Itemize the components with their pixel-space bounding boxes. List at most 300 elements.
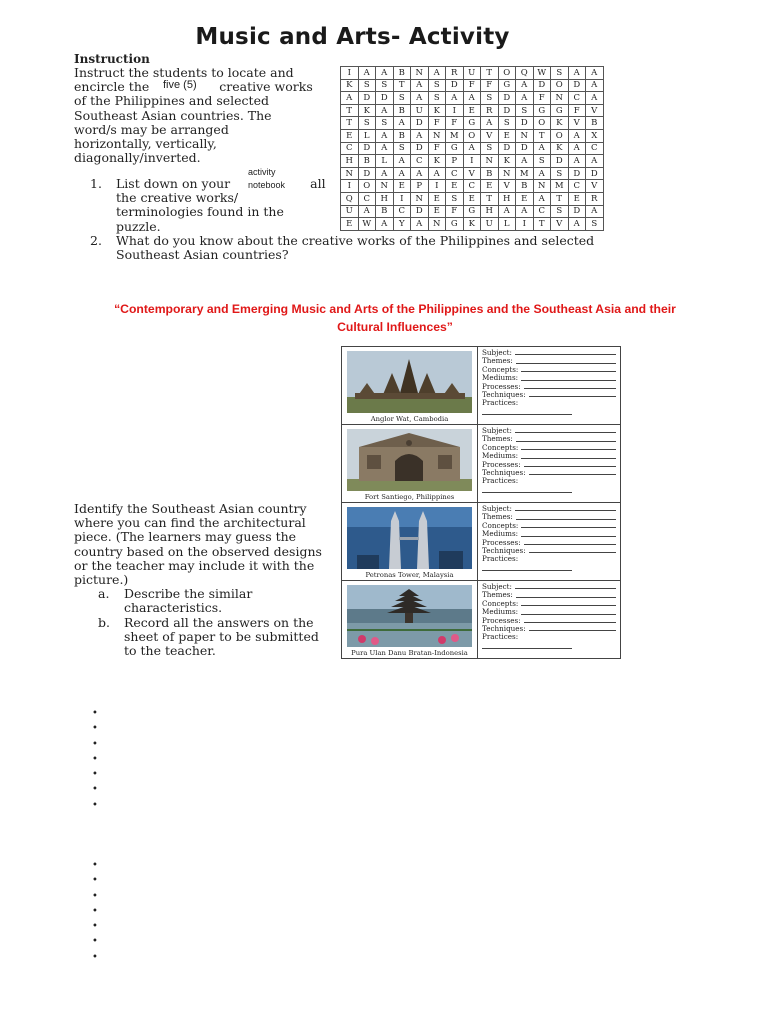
- field-label: Themes:: [482, 434, 513, 444]
- puzzle-cell: B: [376, 205, 394, 218]
- puzzle-cell: V: [586, 104, 604, 117]
- puzzle-cell: C: [568, 92, 586, 105]
- puzzle-cell: F: [428, 117, 446, 130]
- puzzle-cell: H: [481, 205, 499, 218]
- instruction-line: of the Philippines and selected: [74, 93, 269, 109]
- bullet-item: •: [92, 951, 98, 963]
- word-search-grid: [340, 66, 604, 231]
- puzzle-cell: S: [376, 117, 394, 130]
- puzzle-cell: D: [498, 104, 516, 117]
- puzzle-cell: A: [586, 205, 604, 218]
- blank-line: [482, 570, 572, 571]
- puzzle-cell: B: [358, 155, 376, 168]
- puzzle-cell: S: [393, 142, 411, 155]
- bullet-item: •: [92, 723, 98, 735]
- puzzle-cell: S: [551, 67, 569, 80]
- sub-letter: b.: [98, 614, 110, 630]
- blank-line: [521, 452, 616, 458]
- bullet-item: •: [92, 708, 98, 719]
- puzzle-cell: A: [463, 142, 481, 155]
- puzzle-cell: S: [393, 92, 411, 105]
- puzzle-cell: T: [393, 79, 411, 92]
- blank-line: [516, 591, 616, 597]
- blank-line: [516, 357, 616, 363]
- list-text: puzzle.: [116, 218, 161, 234]
- puzzle-cell: K: [428, 155, 446, 168]
- puzzle-cell: D: [498, 92, 516, 105]
- puzzle-cell: E: [498, 129, 516, 142]
- field-label: Mediums:: [482, 529, 519, 539]
- puzzle-cell: S: [481, 142, 499, 155]
- puzzle-cell: F: [481, 79, 499, 92]
- puzzle-cell: K: [551, 142, 569, 155]
- puzzle-cell: L: [498, 218, 516, 231]
- puzzle-cell: S: [358, 117, 376, 130]
- puzzle-cell: C: [341, 142, 359, 155]
- puzzle-cell: R: [446, 67, 464, 80]
- puzzle-cell: I: [393, 192, 411, 205]
- puzzle-cell: I: [516, 218, 534, 231]
- list-text: the creative works/: [116, 190, 239, 206]
- puzzle-cell: S: [516, 104, 534, 117]
- puzzle-cell: N: [481, 155, 499, 168]
- field-list: [478, 347, 621, 425]
- puzzle-cell: X: [586, 129, 604, 142]
- puzzle-cell: E: [341, 129, 359, 142]
- bullet-item: •: [92, 753, 98, 765]
- puzzle-cell: Q: [341, 192, 359, 205]
- puzzle-cell: A: [516, 92, 534, 105]
- puzzle-cell: O: [551, 129, 569, 142]
- puzzle-cell: A: [341, 92, 359, 105]
- puzzle-cell: V: [481, 129, 499, 142]
- puzzle-cell: C: [568, 180, 586, 193]
- puzzle-cell: E: [393, 180, 411, 193]
- puzzle-cell: A: [393, 167, 411, 180]
- puzzle-cell: A: [411, 218, 429, 231]
- field-label: Practices:: [482, 554, 519, 564]
- puzzle-cell: B: [586, 117, 604, 130]
- field-label: Mediums:: [482, 451, 519, 461]
- puzzle-cell: T: [533, 129, 551, 142]
- bullet-list: [92, 706, 98, 813]
- puzzle-cell: W: [533, 67, 551, 80]
- puzzle-cell: A: [376, 129, 394, 142]
- puzzle-cell: G: [463, 205, 481, 218]
- puzzle-cell: K: [358, 104, 376, 117]
- sub-text: characteristics.: [124, 600, 223, 616]
- puzzle-cell: D: [411, 117, 429, 130]
- puzzle-cell: K: [428, 104, 446, 117]
- landmark-table: [341, 346, 621, 659]
- blank-line: [515, 583, 616, 589]
- puzzle-cell: C: [463, 180, 481, 193]
- puzzle-cell: A: [533, 167, 551, 180]
- temple-icon: [347, 351, 472, 413]
- puzzle-cell: A: [568, 129, 586, 142]
- blank-line: [521, 608, 616, 614]
- puzzle-row: [341, 117, 604, 130]
- puzzle-cell: D: [533, 79, 551, 92]
- bullet-item: •: [92, 784, 98, 796]
- landmark-caption: Anglor Wat, Cambodia: [370, 415, 449, 423]
- puzzle-cell: S: [358, 79, 376, 92]
- puzzle-cell: C: [393, 205, 411, 218]
- fort-gate-icon: [347, 429, 472, 491]
- blank-line: [521, 374, 616, 380]
- puzzle-cell: A: [376, 167, 394, 180]
- list-text: terminologies found in the: [116, 204, 284, 220]
- puzzle-cell: A: [376, 142, 394, 155]
- puzzle-cell: E: [341, 218, 359, 231]
- puzzle-cell: O: [463, 129, 481, 142]
- puzzle-cell: A: [586, 92, 604, 105]
- sub-letter: a.: [98, 586, 110, 602]
- field-label: Techniques:: [482, 546, 526, 556]
- puzzle-cell: D: [376, 92, 394, 105]
- puzzle-cell: I: [341, 67, 359, 80]
- puzzle-cell: F: [446, 205, 464, 218]
- field-label: Practices:: [482, 398, 519, 408]
- puzzle-row: [341, 167, 604, 180]
- puzzle-cell: A: [516, 79, 534, 92]
- puzzle-cell: T: [341, 117, 359, 130]
- blank-line: [524, 383, 616, 389]
- puzzle-cell: S: [551, 205, 569, 218]
- instruction-text: [74, 66, 324, 165]
- puzzle-cell: N: [428, 129, 446, 142]
- sub-text: Describe the similar: [124, 586, 253, 602]
- puzzle-cell: M: [551, 180, 569, 193]
- puzzle-cell: D: [358, 167, 376, 180]
- puzzle-cell: A: [411, 129, 429, 142]
- blank-line: [521, 366, 616, 372]
- field-label: Concepts:: [482, 364, 519, 374]
- field-label: Techniques:: [482, 468, 526, 478]
- puzzle-cell: L: [376, 155, 394, 168]
- puzzle-cell: A: [568, 155, 586, 168]
- puzzle-row: [341, 192, 604, 205]
- field-practices: [482, 399, 616, 407]
- puzzle-cell: A: [516, 155, 534, 168]
- puzzle-cell: D: [568, 205, 586, 218]
- puzzle-cell: E: [428, 192, 446, 205]
- puzzle-cell: C: [358, 192, 376, 205]
- puzzle-cell: U: [411, 104, 429, 117]
- puzzle-cell: A: [411, 79, 429, 92]
- puzzle-cell: S: [551, 167, 569, 180]
- blank-line: [515, 427, 616, 433]
- puzzle-cell: N: [498, 167, 516, 180]
- instruction-line: word/s may be arranged: [74, 121, 229, 137]
- puzzle-cell: A: [411, 92, 429, 105]
- list-item: [90, 234, 690, 262]
- identify-line: country based on the observed designs: [74, 543, 322, 559]
- puzzle-cell: S: [428, 92, 446, 105]
- twin-towers-icon: [347, 507, 472, 569]
- field-label: Processes:: [482, 537, 521, 547]
- puzzle-cell: S: [428, 79, 446, 92]
- puzzle-cell: F: [568, 104, 586, 117]
- bullet-item: •: [92, 921, 98, 933]
- puzzle-cell: Y: [393, 218, 411, 231]
- puzzle-cell: S: [498, 117, 516, 130]
- puzzle-cell: T: [533, 218, 551, 231]
- puzzle-cell: A: [376, 218, 394, 231]
- puzzle-cell: V: [463, 167, 481, 180]
- puzzle-cell: A: [393, 155, 411, 168]
- puzzle-cell: K: [498, 155, 516, 168]
- puzzle-row: [341, 79, 604, 92]
- puzzle-cell: K: [551, 117, 569, 130]
- puzzle-cell: A: [568, 67, 586, 80]
- list-text: all: [310, 176, 326, 191]
- puzzle-cell: A: [358, 205, 376, 218]
- field-list: [478, 425, 621, 503]
- puzzle-cell: D: [358, 92, 376, 105]
- blank-line: [516, 435, 616, 441]
- instruction-line-post: creative works: [219, 79, 313, 95]
- puzzle-cell: V: [586, 180, 604, 193]
- field-label: Subject:: [482, 504, 512, 513]
- field-label: Subject:: [482, 426, 512, 435]
- puzzle-cell: S: [446, 192, 464, 205]
- landmark-row: [342, 581, 621, 659]
- blank-line: [524, 461, 616, 467]
- field-label: Mediums:: [482, 607, 519, 617]
- puzzle-cell: E: [446, 180, 464, 193]
- puzzle-cell: I: [446, 104, 464, 117]
- puzzle-cell: T: [481, 67, 499, 80]
- puzzle-cell: D: [568, 79, 586, 92]
- field-label: Themes:: [482, 356, 513, 366]
- bullet-list: [92, 858, 98, 965]
- puzzle-cell: S: [376, 79, 394, 92]
- puzzle-cell: V: [568, 117, 586, 130]
- puzzle-cell: A: [516, 205, 534, 218]
- list-text: List down on your: [116, 176, 231, 191]
- field-label: Concepts:: [482, 442, 519, 452]
- landmark-caption: Petronas Tower, Malaysia: [365, 571, 454, 579]
- blank-line: [529, 625, 616, 631]
- puzzle-row: [341, 92, 604, 105]
- puzzle-cell: B: [516, 180, 534, 193]
- field-label: Themes:: [482, 590, 513, 600]
- puzzle-cell: G: [498, 79, 516, 92]
- field-practices: [482, 555, 616, 563]
- puzzle-cell: N: [551, 92, 569, 105]
- identify-line: piece. (The learners may guess the: [74, 529, 297, 545]
- blank-line: [521, 600, 616, 606]
- puzzle-cell: O: [358, 180, 376, 193]
- puzzle-cell: N: [533, 180, 551, 193]
- puzzle-cell: P: [411, 180, 429, 193]
- landmark-image-cell: [342, 503, 478, 581]
- puzzle-cell: A: [568, 218, 586, 231]
- puzzle-row: [341, 129, 604, 142]
- puzzle-cell: A: [533, 192, 551, 205]
- puzzle-cell: A: [481, 117, 499, 130]
- section-title-line: Cultural Influences”: [337, 320, 453, 334]
- puzzle-cell: A: [376, 104, 394, 117]
- puzzle-cell: H: [341, 155, 359, 168]
- blank-line: [516, 513, 616, 519]
- puzzle-cell: A: [586, 155, 604, 168]
- sub-item-a: [74, 587, 334, 615]
- blank-line: [524, 617, 616, 623]
- bullet-item: •: [92, 936, 98, 948]
- field-practices: [482, 633, 616, 641]
- field-label: Subject:: [482, 348, 512, 357]
- puzzle-cell: A: [533, 142, 551, 155]
- puzzle-cell: F: [446, 117, 464, 130]
- landmark-caption: Pura Ulan Danu Bratan-Indonesia: [351, 649, 468, 657]
- field-label: Techniques:: [482, 624, 526, 634]
- puzzle-row: [341, 218, 604, 231]
- instruction-line: [74, 80, 324, 94]
- puzzle-cell: D: [411, 205, 429, 218]
- puzzle-row: [341, 205, 604, 218]
- puzzle-cell: A: [586, 67, 604, 80]
- puzzle-cell: G: [446, 142, 464, 155]
- blank-line: [482, 492, 572, 493]
- identify-line: Identify the Southeast Asian country: [74, 501, 307, 516]
- puzzle-cell: C: [446, 167, 464, 180]
- puzzle-cell: A: [446, 92, 464, 105]
- puzzle-cell: T: [481, 192, 499, 205]
- puzzle-cell: R: [586, 192, 604, 205]
- identify-line: where you can find the architectural: [74, 515, 306, 531]
- identify-instructions: [74, 502, 334, 658]
- list-text: Southeast Asian countries?: [116, 247, 289, 263]
- puzzle-cell: A: [428, 167, 446, 180]
- landmark-row: [342, 503, 621, 581]
- pagoda-icon: [347, 585, 472, 647]
- puzzle-cell: A: [358, 67, 376, 80]
- instruction-line: Instruct the students to locate and: [74, 65, 294, 80]
- bullet-item: •: [92, 905, 98, 917]
- puzzle-cell: S: [586, 218, 604, 231]
- landmark-image-cell: [342, 347, 478, 425]
- puzzle-cell: A: [586, 79, 604, 92]
- field-list: [478, 503, 621, 581]
- puzzle-cell: I: [463, 155, 481, 168]
- puzzle-cell: K: [463, 218, 481, 231]
- instruction-line-pre: encircle the: [74, 79, 150, 95]
- puzzle-cell: O: [533, 117, 551, 130]
- puzzle-cell: D: [551, 155, 569, 168]
- puzzle-cell: N: [411, 67, 429, 80]
- blank-line: [515, 505, 616, 511]
- puzzle-cell: H: [498, 192, 516, 205]
- puzzle-cell: U: [481, 218, 499, 231]
- sub-text: sheet of paper to be submitted: [124, 628, 319, 644]
- list-number: 2.: [90, 232, 102, 248]
- puzzle-cell: G: [551, 104, 569, 117]
- puzzle-cell: N: [516, 129, 534, 142]
- identify-line: or the teacher may include it with the: [74, 557, 315, 573]
- puzzle-cell: A: [428, 67, 446, 80]
- puzzle-cell: L: [358, 129, 376, 142]
- landmark-row: [342, 425, 621, 503]
- puzzle-cell: C: [586, 142, 604, 155]
- puzzle-row: [341, 104, 604, 117]
- blank-line: [521, 530, 616, 536]
- puzzle-cell: A: [463, 92, 481, 105]
- field-label: Subject:: [482, 582, 512, 591]
- sub-text: to the teacher.: [124, 643, 216, 659]
- puzzle-cell: V: [551, 218, 569, 231]
- list-text: What do you know about the creative works of the Philippines and selected: [116, 232, 595, 248]
- puzzle-cell: E: [463, 192, 481, 205]
- inserted-note-activity: activity: [248, 167, 276, 177]
- section-title: [70, 300, 720, 336]
- puzzle-cell: G: [463, 117, 481, 130]
- blank-line: [529, 469, 616, 475]
- puzzle-cell: N: [376, 180, 394, 193]
- bullet-item: •: [92, 769, 98, 781]
- field-label: Processes:: [482, 615, 521, 625]
- instruction-line: horizontally, vertically,: [74, 136, 217, 152]
- puzzle-cell: G: [446, 218, 464, 231]
- puzzle-cell: W: [358, 218, 376, 231]
- puzzle-cell: M: [446, 129, 464, 142]
- puzzle-cell: E: [428, 205, 446, 218]
- list-number: 1.: [90, 176, 102, 191]
- field-practices: [482, 477, 616, 485]
- puzzle-row: [341, 180, 604, 193]
- bullet-item: •: [92, 799, 98, 811]
- puzzle-cell: Q: [516, 67, 534, 80]
- inserted-five: five (5): [163, 79, 197, 91]
- puzzle-cell: A: [411, 167, 429, 180]
- landmark-caption: Fort Santiego, Philippines: [364, 493, 455, 501]
- page-title: Music and Arts- Activity: [195, 24, 510, 50]
- blank-line: [521, 522, 616, 528]
- puzzle-cell: I: [341, 180, 359, 193]
- puzzle-cell: E: [516, 192, 534, 205]
- cut-off-text: [74, 263, 494, 271]
- puzzle-cell: A: [393, 117, 411, 130]
- field-label: Practices:: [482, 632, 519, 642]
- sub-item-b: [74, 616, 334, 659]
- puzzle-cell: C: [533, 205, 551, 218]
- puzzle-cell: U: [341, 205, 359, 218]
- puzzle-cell: U: [463, 67, 481, 80]
- field-label: Techniques:: [482, 390, 526, 400]
- instruction-heading: Instruction: [74, 52, 150, 66]
- bullet-item: •: [92, 738, 98, 750]
- instruction-line: diagonally/inverted.: [74, 150, 201, 166]
- puzzle-cell: S: [533, 155, 551, 168]
- puzzle-cell: K: [341, 79, 359, 92]
- puzzle-cell: R: [481, 104, 499, 117]
- puzzle-cell: G: [533, 104, 551, 117]
- puzzle-cell: B: [481, 167, 499, 180]
- bullet-item: •: [92, 860, 98, 871]
- puzzle-cell: F: [463, 79, 481, 92]
- inserted-note-notebook: notebook: [248, 180, 286, 190]
- puzzle-cell: A: [568, 142, 586, 155]
- field-label: Themes:: [482, 512, 513, 522]
- puzzle-cell: E: [481, 180, 499, 193]
- field-label: Practices:: [482, 476, 519, 486]
- puzzle-cell: O: [551, 79, 569, 92]
- puzzle-cell: M: [516, 167, 534, 180]
- puzzle-cell: D: [411, 142, 429, 155]
- puzzle-cell: D: [516, 142, 534, 155]
- puzzle-cell: O: [498, 67, 516, 80]
